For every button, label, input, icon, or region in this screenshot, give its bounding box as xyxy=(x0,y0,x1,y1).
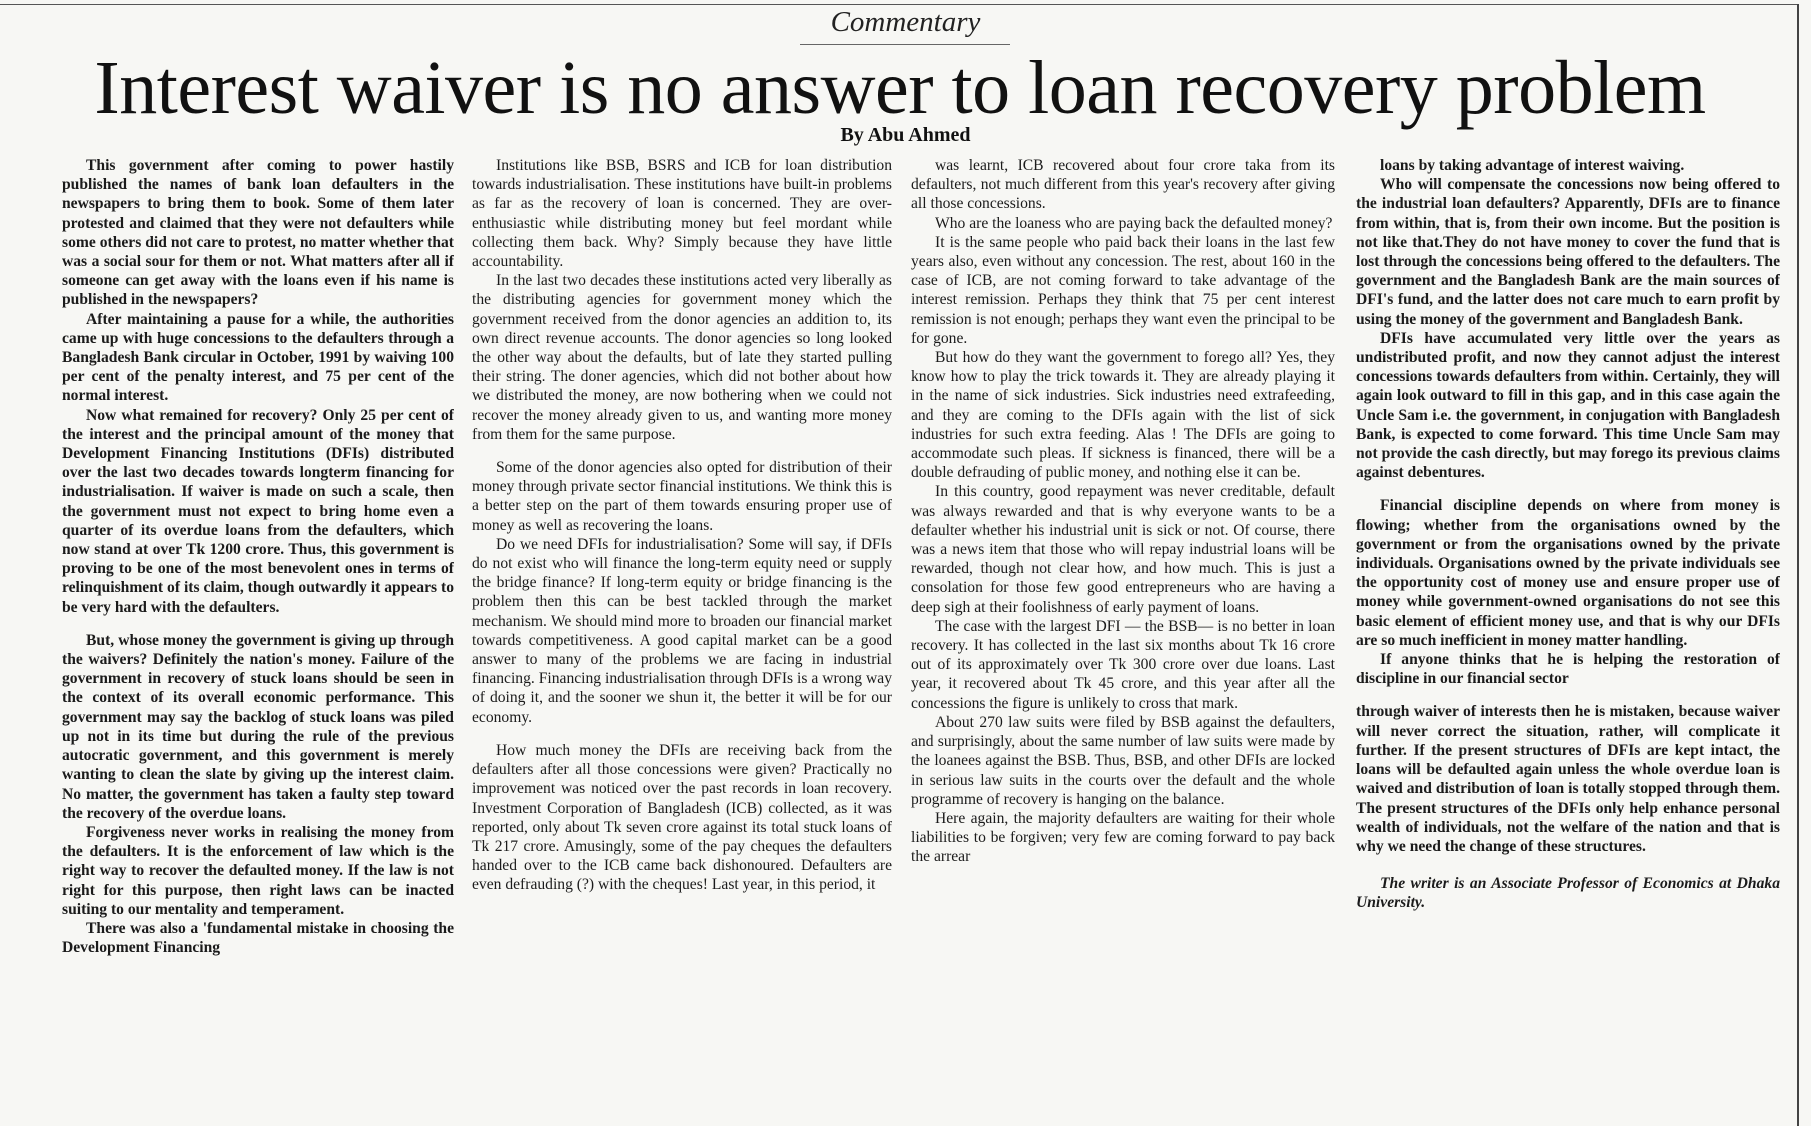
paragraph: How much money the DFIs are receiving back from the defaulters after all those concessions were given? Practically no improvement was noticed over the past records in loan recovery. Investment Corporation of Bangladesh (ICB) collected, as it was reported, only about Tk seven crore against its total stuck loans of Tk 217 crore. Amusingly, some of the pay cheques the defaulters handed over to the ICB came back dishonoured. Defaulters are even defrauding (?) with the cheques! Last year, in this period, it xyxy=(472,741,892,894)
paragraph: DFIs have accumulated very little over the years as undistributed profit, and now they cannot adjust the interest concessions towards defaulters from within. Certainly, they will again look outward to fill in this gap, and in this case again the Uncle Sam i.e. the government, in conjugation with Bangladesh Bank, is expected to come forward. This time Uncle Sam may not provide the cash directly, but may forego its previous claims against debentures. xyxy=(1356,329,1780,482)
top-rule xyxy=(0,4,1798,5)
byline: By Abu Ahmed xyxy=(840,124,971,146)
paragraph: Who are the loaness who are paying back the defaulted money? xyxy=(935,214,1333,232)
article-column-2 xyxy=(472,156,892,1116)
paragraph: About 270 law suits were filed by BSB against the defaulters, and surprisingly, about the same number of law suits were made by the loanees against the BSB. Thus, BSB, and other DFIs are locked in serious law suits in the courts over the default and the whole programme of recovery is hanging on the balance. xyxy=(911,713,1335,808)
paragraph: through waiver of interests then he is mistaken, because waiver will never correct the situation, rather, will complicate it further. If the present structures of DFIs are kept intact, the loans will be defaulted again unless the whole overdue loan is waived and distribution of loan is totally stopped through them. The present structures of the DFIs only help enhance personal wealth of individuals, not the welfare of the nation and that is why we need the change of these structures. xyxy=(1356,703,1780,855)
section-label: Commentary xyxy=(830,6,981,38)
paragraph: If anyone thinks that he is helping the restoration of discipline in our financial sector xyxy=(1356,651,1780,688)
paragraph: was learnt, ICB recovered about four crore taka from its defaulters, not much different from this year's recovery after giving all those concessions. xyxy=(911,157,1335,213)
paragraph: It is the same people who paid back their loans in the last few years also, even without any concession. The rest, about 160 in the case of ICB, are not coming forward to take advantage of the interest remission. Perhaps they think that 75 per cent interest remission is not enough; perhaps they want even the principal to be for gone. xyxy=(911,233,1335,347)
paragraph: The case with the largest DFI — the BSB— is no better in loan recovery. It has collected in the last six months about Tk 16 crore out of its approximately over Tk 300 crore over due loans. Last year, it recovered about Tk 45 crore, and this year after all the concessions the figure is unlikely to cross that mark. xyxy=(911,617,1335,712)
paragraph: In the last two decades these institutions acted very liberally as the distributing agencies for government money which the government received from the donor agencies an addition to, its own direct revenue accounts. The donor agencies so long looked the other way about the defaults, but of late they started pulling their string. The doner agencies, which did not bother about how we distributed the money, are now bothering when we could not recover the money already given to us, and wanting more money from them for the same purpose. xyxy=(472,272,892,443)
paragraph: Now what remained for recovery? Only 25 per cent of the interest and the principal amount of the money that Development Financing Institutions (DFIs) distributed over the last two decades towards longterm financing for industrialisation. If waiver is made on such a scale, then the government must not expect to bring home even a quarter of its overdue loans from the defaulters, which now stand at over Tk 1200 crore. Thus, this government is proving to be one of the most benevolent ones in terms of relinquishment of its claim, though outwardly it appears to be very hard with the defaulters. xyxy=(62,406,454,616)
paragraph: Forgiveness never works in realising the money from the defaulters. It is the enforcement of law which is the right way to recover the defaulted money. If the law is not right for this purpose, then right laws can be inacted suiting to our mentality and temperament. xyxy=(62,823,454,918)
paragraph: But, whose money the government is giving up through the waivers? Definitely the nation's money. Failure of the government in recovery of stuck loans should be seen in the context of its overall economic performance. This government may say the backlog of stuck loans was piled up not in its time but during the rule of the previous autocratic government, and this government is merely wanting to clean the slate by giving up the interest claim. No matter, the government has taken a faulty step toward the recovery of the overdue loans. xyxy=(62,631,454,822)
article-column-4 xyxy=(1356,156,1780,1116)
paragraph: Financial discipline depends on where from money is flowing; whether from the organisations owned by the government or from the organisations owned by the private individuals. Organisations owned by the private individuals see the opportunity cost of money use and ensure proper use of money while government-owned organisations do not see this basic element of efficient money use, and that is why our DFIs are so much inefficient in money matter handling. xyxy=(1356,497,1780,649)
paragraph: There was also a 'fundamental mistake in choosing the Development Financing xyxy=(62,919,454,957)
paragraph: After maintaining a pause for a while, the authorities came up with huge concessions to the defaulters through a Bangladesh Bank circular in October, 1991 by waiving 100 per cent of the penalty interest, and 75 per cent of the normal interest. xyxy=(62,310,454,405)
paragraph: Who will compensate the concessions now being offered to the industrial loan defaulters? Apparently, DFIs are to finance from within, that is, from their own income. But the position is not like that.They do not have money to cover the fund that is lost through the concessions being offered to the defaulters. The government and the Bangladesh Bank are the main sources of DFI's fund, and the latter does not care much to earn profit by using the money of the government and Bangladesh Bank. xyxy=(1356,176,1780,328)
paragraph: Here again, the majority defaulters are waiting for their whole liabilities to be forgiven; very few are coming forward to pay back the arrear xyxy=(911,809,1335,866)
paragraph: Institutions like BSB, BSRS and ICB for loan distribution towards industrialisation. These institutions have built-in problems as far as the recovery of loan is concerned. They are over-enthusiastic while distributing money but feel mordant while collecting them back. Why? Simply because they have little accountability. xyxy=(472,157,892,271)
paragraph: loans by taking advantage of interest waiving. xyxy=(1380,157,1685,174)
paragraph: Some of the donor agencies also opted for distribution of their money through private sector financial institutions. We think this is a better step on the part of them towards ensuring proper use of money as well as recovering the loans. xyxy=(472,459,892,534)
article-column-1 xyxy=(62,156,454,1116)
article-column-3 xyxy=(911,156,1335,1116)
paragraph: But how do they want the government to forego all? Yes, they know how to play the trick towards it. They are already playing it in the name of sick industries. Sick industries need extrafeeding, and they are coming to the DFIs again with the list of sick industries for such extra feeding. Alas ! The DFIs are going to accommodate such pleas. If sickness is financed, there will be a double defrauding of public money, and nothing else it can be. xyxy=(911,349,1335,482)
paragraph: In this country, good repayment was never creditable, default was always rewarded and that is why everyone wants to be a defaulter whether his industrial unit is sick or not. Of course, there was a news item that those who will repay industrial loans will be rewarded, though not clear how, and how much. This is just a consolation for those few good entrepreneurs who are having a deep sigh at their foolishness of early payment of loans. xyxy=(911,483,1335,616)
right-rule xyxy=(1797,4,1799,1126)
author-note: The writer is an Associate Professor of Economics at Dhaka University. xyxy=(1356,875,1780,912)
paragraph: This government after coming to power hastily published the names of bank loan defaulters in the newspapers to bring them to book. Some of them later protested and claimed that they were not defaulters while some others did not care to protest, no matter whether that was a social sour for them or not. What matters after all if someone can get away with the loans even if his name is published in the newspapers? xyxy=(62,157,454,309)
headline: Interest waiver is no answer to loan recovery problem xyxy=(94,46,1706,130)
paragraph: Do we need DFIs for industrialisation? Some will say, if DFIs do not exist who will finance the long-term equity need or supply the bridge finance? If long-term equity or bridge financing is the problem then this can be best tackled through the market mechanism. We should mind more to broaden our financial market towards competitiveness. A good capital market can be a good answer to many of the problems we are facing in industrial financing. Financing industrialisation through DFIs is a wrong way of doing it, and the sooner we shun it, the better it will be for our economy. xyxy=(472,535,892,726)
